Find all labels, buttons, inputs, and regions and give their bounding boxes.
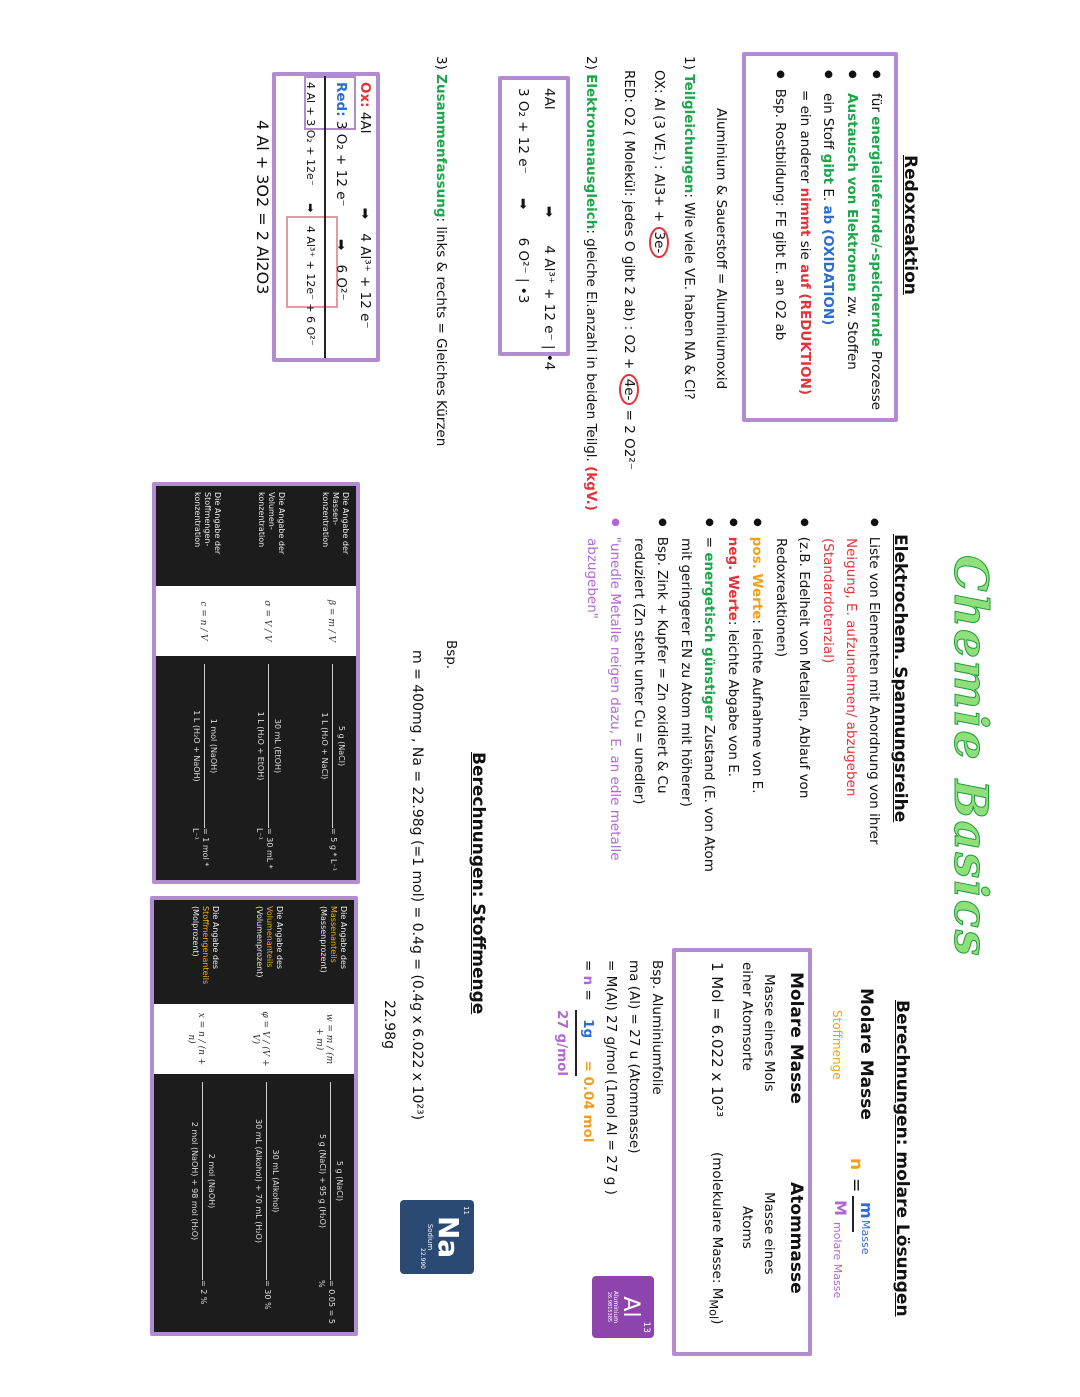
redox-bullet-5: ● Bsp. Rostbildung: FE gibt E. an O2 ab <box>768 70 792 340</box>
stoffmenge-bsp: Bsp. <box>443 640 459 670</box>
fraction-table <box>150 896 358 1336</box>
molar-heading: Berechnungen: molare Lösungen <box>892 1000 912 1317</box>
stoffmenge-calc: m = 400mg , Na = 22.98g (=1 mol) = 0.4g = (0.4g x 6.022 x 10²³) <box>409 650 425 1121</box>
balance-eq-2: 3 O₂ + 12 e⁻ ➡ 6 O²⁻ | •3 <box>515 88 531 304</box>
row-result: = 30 mL * L⁻¹ <box>255 828 274 869</box>
molar-box: Molare Masse Atommasse Masse eines Mols einer Atomsorte Masse eines Atoms 1 Mol = 6.022 x 10²³ (molekulare Masse: $M_{Mol}$) <box>672 948 812 1356</box>
row-calculation: 2 mol (NaOH) 2 mol (NaOH) + 98 mol (H₂O) <box>189 1082 216 1280</box>
row-result: = 5 g * L⁻¹ <box>329 828 338 871</box>
spannung-line-4: ● (z.B. Edelheit von Metallen, Ablauf von <box>792 518 816 872</box>
spannung-line-1: ● Liste von Elementen mit Anordnung von ihrer <box>862 518 886 872</box>
row-calculation: 30 mL (EtOH) 1 L (H₂O + EtOH) <box>255 664 282 828</box>
spannung-line-8: ● = energetisch günstiger Zustand (E. von Atom <box>697 518 721 872</box>
spannung-line-2: Neigung, E. aufzunehmen/ abzugeben <box>843 538 859 797</box>
spannung-line-13: abzugeben" <box>584 538 600 619</box>
row-label: Die Angabe des Stoffmengenanteils (Molprozent) <box>191 906 220 985</box>
sodium-tile: 11 Na Sodium 22.990 <box>400 1200 474 1274</box>
page-title: Chemie Basics <box>944 555 998 958</box>
row-result: = 1 mol * L⁻¹ <box>191 828 210 867</box>
concentration-table <box>152 482 360 884</box>
redox-heading: Redoxreaktion <box>900 155 920 295</box>
spannung-list <box>580 518 886 872</box>
summary-total: 4 Al + 3 O₂ + 12e⁻ ➡ 4 Al³⁺ + 12e⁻ + 6 O²⁻ <box>304 82 317 346</box>
row-calculation: 5 g (NaCl) 1 L (H₂O + NaCl) <box>319 664 346 828</box>
spannung-line-5: Redoxreaktionen) <box>773 538 789 658</box>
spannung-line-7: ● neg. Werte: leichte Abgabe von E. <box>721 518 745 872</box>
row-label: Die Angabe des Volumenanteils (Volumenprozent) <box>255 906 284 978</box>
row-formula: φ = V / (V + V) <box>250 1011 270 1067</box>
summary-box <box>272 72 380 362</box>
row-label: Die Angabe der Volumen- konzentration <box>257 492 286 555</box>
electron-balance-box <box>498 76 570 371</box>
row-label: Die Angabe der Stoffmengen- konzentration <box>193 492 222 555</box>
aluminium-tile: 13 Al Aluminium 26.9815385 <box>592 1276 654 1338</box>
step-2: 2) Elektronenausgleich: gleiche El.anzahl in beiden Teilgl. (kgV.) <box>583 56 599 511</box>
redox-final-equation: 4 Al + 3O2 = 2 Al2O3 <box>253 120 272 295</box>
row-result: = 2 % <box>199 1280 208 1305</box>
row-calculation: 5 g (NaCl) 5 g (NaCl) + 95 g (H₂O) <box>317 1082 344 1280</box>
ox-electrons-circle: 3e- <box>649 227 669 259</box>
spannung-line-10: ● Bsp. Zink + Kupfer = Zn oxidiert & Cu <box>650 518 674 872</box>
redox-bullet-2: ● Austausch von Elektronen zw. Stoffen <box>840 70 864 370</box>
redox-box <box>742 52 898 422</box>
step-3: 3) Zusammenfassung: links & rechts = Gleiches Kürzen <box>433 56 449 447</box>
redox-bullet-3: ● ein Stoff gibt E. ab (OXIDATION) <box>816 70 840 325</box>
row-formula: β = m / V <box>326 599 336 643</box>
summary-red: Red: 3 O₂ + 12 e⁻ ➡ 6 O²⁻ <box>333 82 349 301</box>
redox-line-4: = ein anderer nimmt sie auf (REDUKTION) <box>797 90 813 396</box>
row-formula: c = n / V <box>198 601 208 641</box>
spannung-line-3: (Standardotenzial) <box>820 538 836 664</box>
row-formula: w = m / (m + m) <box>314 1013 334 1065</box>
row-result: = 0.05 = 5 % <box>317 1280 336 1324</box>
spannung-heading: Elektrochem. Spannungsreihe <box>890 534 910 823</box>
spannung-line-6: ● pos. Werte: leichte Aufnahme von E. <box>745 518 769 872</box>
row-label: Die Angabe der Massen- konzentration <box>321 492 350 555</box>
ox-line: OX: Al (3 VE.) : Al3+ + 3e- <box>647 70 670 258</box>
red-electrons-circle: 4e- <box>619 374 639 406</box>
stoffmenge-denominator: 22.98g <box>381 1000 397 1049</box>
molar-fraction-bar <box>852 1196 854 1232</box>
row-calculation: 1 mol (NaOH) 1 L (H₂O + NaOH) <box>191 664 218 828</box>
molar-formula: Molare Masse Stoffmenge n = m Masse M molare Masse <box>830 988 876 1299</box>
balance-eq-1: 4Al ➡ 4 Al³⁺ + 12 e⁻ | •4 <box>541 88 557 371</box>
summary-divider <box>324 76 326 358</box>
row-formula: σ = V / V <box>262 600 272 642</box>
redox-bullet-1: ● für energieliefernde/-speichernde Prozesse <box>864 70 888 410</box>
row-result: = 30 % <box>263 1280 272 1310</box>
row-calculation: 30 mL (Alkohol) 30 mL (Alkohol) + 70 mL (H₂O) <box>253 1082 280 1280</box>
spannung-line-9: mit geringerer EN zu Atom mit höherer) <box>678 538 694 807</box>
spannung-line-12: ● "unedle Metalle neigen dazu, E. an edle metalle <box>603 518 627 872</box>
molar-example: Bsp. Aluminiumfolie ma (Al) = 27 u (Atommasse) = M(Al) 27 g/mol (1mol Al = 27 g ) = n = 1g = 0.04 mol 27 g/mol <box>549 960 668 1195</box>
summary-ox: Ox: 4Al ➡ 4 Al³⁺ + 12 e⁻ <box>357 82 373 329</box>
row-label: Die Angabe des Massenanteils (Massenprozent) <box>319 906 348 973</box>
spannung-line-11: reduziert (Zn steht unter Cu = unedler) <box>631 538 647 805</box>
row-formula: x = n / (n + n) <box>186 1012 206 1066</box>
red-line: RED: O2 ( Molekül: jedes O gibt 2 ab) : O2 + 4e- = 2 O2²⁻ <box>621 70 637 470</box>
stoffmenge-heading: Berechnungen: Stoffmenge <box>468 752 488 1015</box>
redox-example-title: Aluminium & Sauerstoff = Aluminiumoxid <box>713 108 729 390</box>
step-1: 1) Teilgleichungen: Wie viele VE. haben NA & Cl? <box>681 56 697 400</box>
